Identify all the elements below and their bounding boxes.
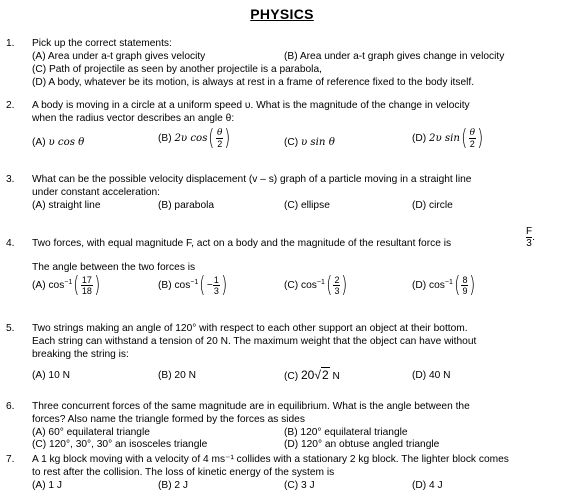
question-text-line-1: Two forces, with equal magnitude F, act on a body and the magnitude of the resultant force is [32, 238, 452, 249]
option-d: (D) 40 N [412, 370, 451, 381]
question-text-line-2: under constant acceleration: [32, 187, 160, 198]
option-expression: 2υ sin [429, 133, 460, 145]
option-label: (B) [158, 133, 172, 145]
left-paren-icon: ( [454, 272, 461, 298]
fraction: $\frac{8}{9}$ [462, 275, 468, 296]
option-d: (D) circle [412, 200, 453, 211]
fraction: $\frac{1}{3}$ [213, 275, 219, 296]
right-paren-icon: ) [341, 272, 348, 298]
option-a: (A) 60° equilateral triangle [32, 427, 150, 438]
option-c [284, 368, 340, 382]
right-paren-icon: ) [477, 125, 484, 151]
question-text-line-2: when the radius vector describes an angle θ: [32, 113, 235, 124]
question-number: 2. [6, 100, 15, 111]
unit: N [332, 371, 340, 382]
option-label: (A) [32, 137, 46, 148]
option-a: (A) Area under a-t graph gives velocity [32, 51, 206, 62]
option-a [32, 137, 84, 148]
question-text-line-1: A 1 kg block moving with a velocity of 4 ms⁻¹ collides with a stationary 2 kg block. The lighter block comes [32, 454, 509, 465]
option-a: (A) $\cos^{-1}$( $\frac{17}{18}$ ) [32, 272, 101, 298]
option-label: (C) [284, 280, 299, 292]
resultant-fraction: $\frac{F}{3}$. [526, 226, 535, 249]
option-d: (D) 120° an obtuse angled triangle [284, 439, 440, 450]
option-c: (C) Path of projectile as seen by another projectile is a parabola, [32, 64, 322, 75]
question-text: Pick up the correct statements: [32, 38, 172, 49]
right-paren-icon: ) [94, 272, 101, 298]
question-number: 3. [6, 174, 15, 185]
option-c: (C) 120°, 30°, 30° an isosceles triangle [32, 439, 208, 450]
option-label: (A) [32, 280, 46, 292]
page-title: PHYSICS [250, 6, 314, 22]
option-d: (D) A body, whatever be its motion, is always at rest in a frame of reference fixed to the body itself. [32, 77, 475, 88]
fraction: $\frac{\theta}{2}$ [469, 128, 475, 149]
option-label: (C) [284, 137, 299, 148]
option-b: (B) 120° equilateral triangle [284, 427, 408, 438]
option-expression: υ cos θ [48, 137, 85, 148]
cos-function: cos [174, 280, 191, 292]
right-paren-icon: ) [469, 272, 476, 298]
minus-sign: − [206, 280, 213, 292]
option-b: (B) parabola [158, 200, 215, 211]
option-b: (B) 2 J [158, 480, 189, 491]
option-expression: 2υ cos [174, 133, 208, 145]
option-c [284, 137, 335, 148]
question-text-line-2: Each string can withstand a tension of 20 N. The maximum weight that the object can have without [32, 336, 477, 347]
left-paren-icon: ( [326, 272, 333, 298]
question-number: 7. [6, 454, 15, 465]
option-b: (B) $\cos^{-1}(-$ $\frac{1}{3}$ ) [158, 272, 228, 298]
cos-function: cos [48, 280, 65, 292]
option-label: (C) [284, 371, 299, 382]
right-paren-icon: ) [224, 125, 231, 151]
option-b: (B) Area under a-t graph gives change in velocity [284, 51, 505, 62]
option-expression: υ sin θ [301, 137, 335, 148]
option-b [158, 125, 232, 151]
question-number: 6. [6, 401, 15, 412]
question-number: 4. [6, 238, 15, 249]
question-number: 5. [6, 323, 15, 334]
option-c: (C) $\cos^{-1}$( $\frac{2}{3}$ ) [284, 272, 348, 298]
option-d [412, 125, 485, 151]
sqrt-icon: √2 [314, 368, 329, 382]
fraction: $\frac{17}{18}$ [81, 275, 92, 296]
right-paren-icon: ) [221, 272, 228, 298]
option-c: (C) 3 J [284, 480, 315, 491]
option-b: (B) 20 N [158, 370, 196, 381]
left-paren-icon: ( [208, 125, 215, 151]
left-paren-icon: ( [199, 272, 206, 298]
question-text-line-2: The angle between the two forces is [32, 262, 196, 273]
cos-function: cos [429, 280, 445, 292]
option-label: (B) [158, 280, 172, 292]
option-label: (D) [412, 280, 427, 292]
fraction: $\frac{\theta}{2}$ [217, 128, 223, 149]
left-paren-icon: ( [73, 272, 80, 298]
left-paren-icon: ( [461, 125, 468, 151]
option-d: (D) 4 J [412, 480, 443, 491]
question-text-line-1: Three concurrent forces of the same magnitude are in equilibrium. What is the angle between the [32, 401, 470, 412]
cos-function: cos [301, 280, 317, 292]
option-d: (D) $\cos^{-1}$( $\frac{8}{9}$ ) [412, 272, 476, 298]
option-label: (D) [412, 133, 427, 145]
question-number: 1. [6, 38, 15, 49]
question-text-line-1: Two strings making an angle of 120° with respect to each other support an object at their bottom. [32, 323, 468, 334]
fraction: $\frac{2}{3}$ [334, 275, 340, 296]
option-a: (A) 1 J [32, 480, 63, 491]
question-text-line-1: A body is moving in a circle at a uniform speed υ. What is the magnitude of the change in velocity [32, 100, 470, 111]
option-a: (A) 10 N [32, 370, 70, 381]
option-c: (C) ellipse [284, 200, 330, 211]
option-a: (A) straight line [32, 200, 101, 211]
question-text-line-3: breaking the string is: [32, 349, 129, 360]
question-text-line-1: What can be the possible velocity displacement (v – s) graph of a particle moving in a straight line [32, 174, 472, 185]
coefficient: 20 [301, 368, 315, 382]
question-text-line-2: to rest after the collision. The loss of kinetic energy of the system is [32, 467, 335, 478]
question-text-line-2: forces? Also name the triangle formed by the forces as sides [32, 414, 305, 425]
